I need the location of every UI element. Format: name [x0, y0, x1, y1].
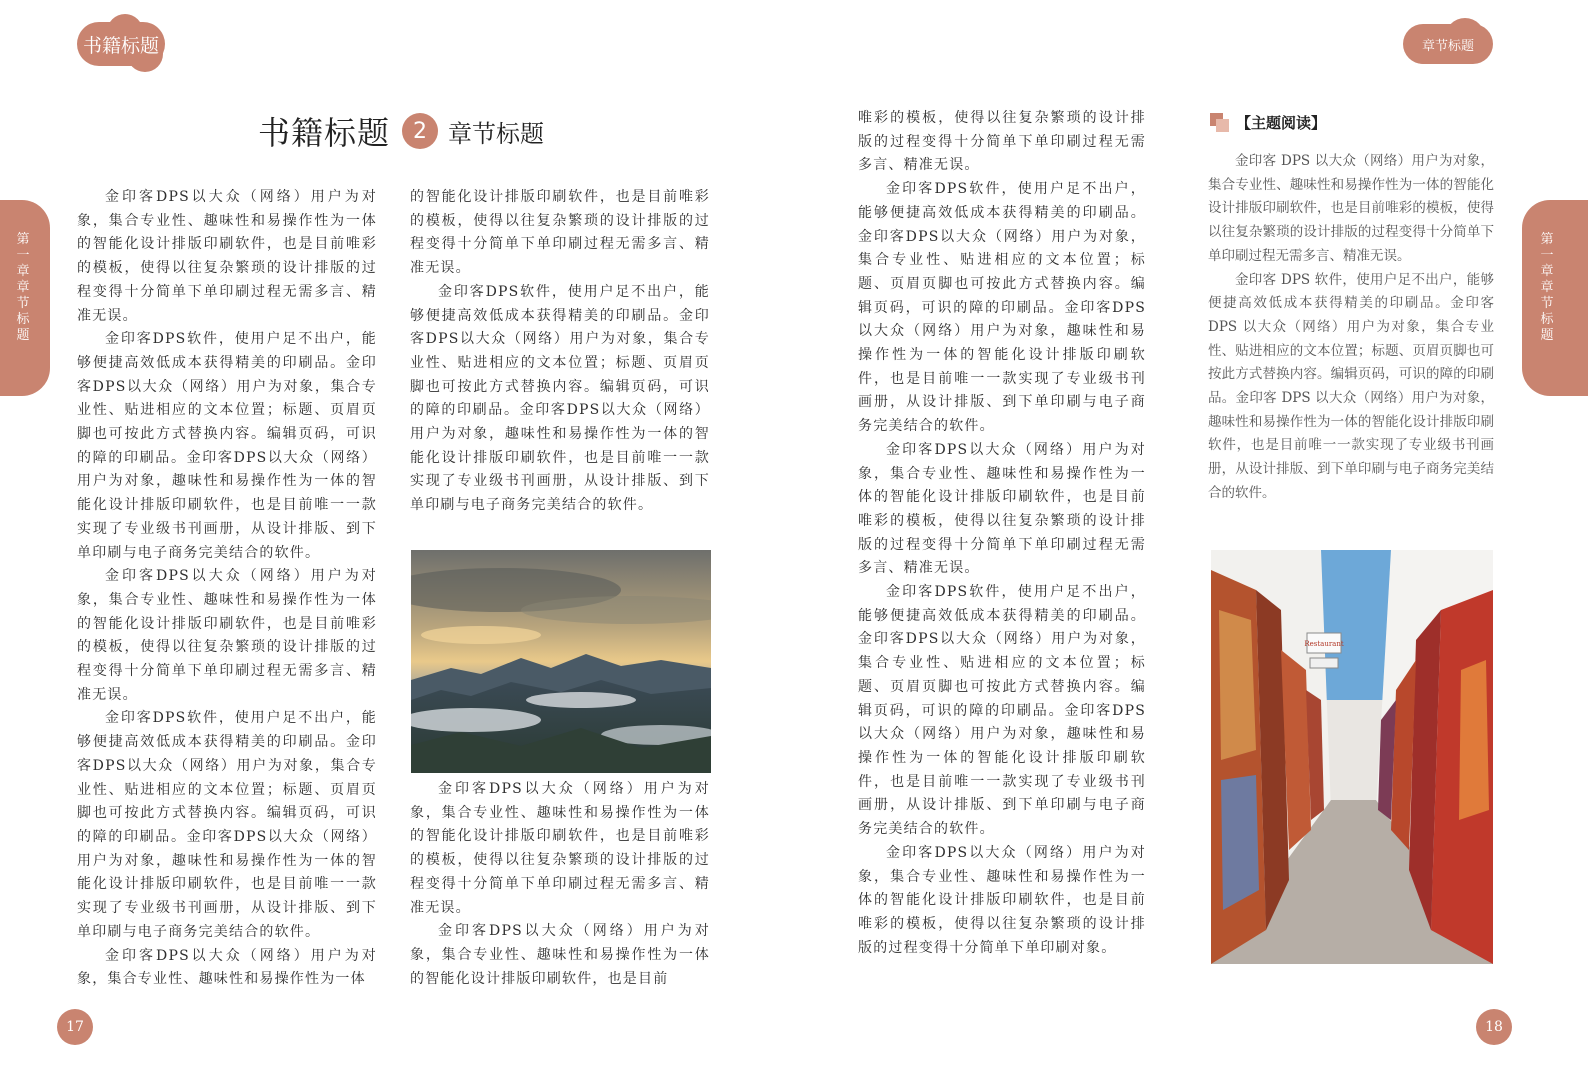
restaurant-sign-text: Restaurant: [1304, 640, 1344, 648]
chapter-number-badge: 2: [402, 113, 438, 149]
chapter-side-tab-right: [1522, 200, 1588, 396]
paragraph: 金印客DPS软件，使用户足不出户，能够便捷高效低成本获得精美的印刷品。金印客DPS以大众（网络）用户为对象，集合专业性、贴进相应的文本位置；标题、页眉页脚也可按此方式替换内容。编辑页码，可识的障的印刷品。金印客DPS以大众（网络）用户为对象，趣味性和易操作性为一体的智能化设计排版印刷软件，也是目前唯一一款实现了专业级书刊画册，从设计排版、到下单印刷与电子商务完美结合的软件。: [858, 584, 1146, 838]
paragraph: 金印客DPS以大众（网络）用户为对象，集合专业性、趣味性和易操作性为一体的智能化设计排版印刷软件，也是目前唯彩的模板，使得以往复杂繁琐的设计排版的过程变得十分简单下单印刷过程无需多言、精准无误。: [77, 189, 377, 324]
paragraph: 金印客DPS软件，使用户足不出户，能够便捷高效低成本获得精美的印刷品。金印客DPS以大众（网络）用户为对象，集合专业性、贴进相应的文本位置；标题、页眉页脚也可按此方式替换内容。编辑页码，可识的障的印刷品。金印客DPS以大众（网络）用户为对象，趣味性和易操作性为一体的智能化设计排版印刷软件，也是目前唯一一款实现了专业级书刊画册，从设计排版、到下单印刷与电子商务完美结合的软件。: [410, 283, 710, 514]
paragraph: 金印客DPS以大众（网络）用户为对象，集合专业性、趣味性和易操作性为一体的智能化设计排版印刷软件，也是目前唯彩的模板，使得以往复杂繁琐的设计排版的过程变得十分简单下单印刷对象。: [858, 844, 1146, 956]
paragraph: 的智能化设计排版印刷软件，也是目前唯彩的模板，使得以往复杂繁琐的设计排版的过程变得十分简单下单印刷过程无需多言、精准无误。: [410, 189, 710, 277]
text-column-2-top: [410, 186, 710, 518]
paragraph: 金印客DPS以大众（网络）用户为对象，集合专业性、趣味性和易操作性为一体的智能化设计排版印刷软件，也是目前唯彩的模板，使得以往复杂繁琐的设计排版的过程变得十分简单下单印刷过程无需多言、精准无误。: [858, 441, 1146, 577]
page-title: [258, 108, 544, 154]
chapter-side-tab-left: [0, 200, 50, 396]
text-column-1: [77, 186, 377, 992]
topic-reading-heading: [1210, 112, 1326, 133]
market-alley-image: [1211, 550, 1493, 964]
topic-heading-label: 【主题阅读】: [1236, 114, 1327, 132]
text-column-3: [858, 107, 1146, 960]
page-number: 17: [57, 1009, 93, 1045]
paragraph: 金印客DPS以大众（网络）用户为对象，集合专业性、趣味性和易操作性为一体的智能化设计排版印刷软件，也是目前: [410, 923, 710, 987]
squares-icon: [1210, 113, 1230, 133]
book-title-tag-label: 书籍标题: [82, 34, 159, 57]
chapter-side-tab-label: 第一章 章节标题: [16, 232, 30, 343]
chapter-title-tag: [1403, 24, 1493, 64]
chapter-side-tab-label: 第一章 章节标题: [1540, 232, 1554, 343]
paragraph: 金印客DPS软件，使用户足不出户，能够便捷高效低成本获得精美的印刷品。金印客DPS以大众（网络）用户为对象，集合专业性、贴进相应的文本位置；标题、页眉页脚也可按此方式替换内容。编辑页码，可识的障的印刷品。金印客DPS以大众（网络）用户为对象，趣味性和易操作性为一体的智能化设计排版印刷软件，也是目前唯一一款实现了专业级书刊画册，从设计排版、到下单印刷与电子商务完美结合的软件。: [77, 710, 377, 940]
paragraph: 金印客DPS以大众（网络）用户为对象，集合专业性、趣味性和易操作性为一体: [77, 947, 377, 988]
text-column-2-bottom: [410, 778, 710, 991]
right-page: [794, 0, 1588, 1077]
book-title: 书籍标题: [258, 114, 391, 152]
paragraph: 金印客DPS以大众（网络）用户为对象，集合专业性、趣味性和易操作性为一体的智能化设计排版印刷软件，也是目前唯彩的模板，使得以往复杂繁琐的设计排版的过程变得十分简单下单印刷过程无需多言、精准无误。: [410, 781, 710, 916]
mountain-sunrise-image: [411, 550, 711, 773]
landscape-photo: [411, 550, 711, 773]
paragraph: 金印客DPS以大众（网络）用户为对象，集合专业性、趣味性和易操作性为一体的智能化设计排版印刷软件，也是目前唯彩的模板，使得以往复杂繁琐的设计排版的过程变得十分简单下单印刷过程无需多言、精准无误。: [77, 568, 377, 703]
paragraph: 金印客DPS软件，使用户足不出户，能够便捷高效低成本获得精美的印刷品。金印客DPS以大众（网络）用户为对象，集合专业性、贴进相应的文本位置；标题、页眉页脚也可按此方式替换内容。编辑页码，可识的障的印刷品。金印客DPS以大众（网络）用户为对象，趣味性和易操作性为一体的智能化设计排版印刷软件，也是目前唯一一款实现了专业级书刊画册，从设计排版、到下单印刷与电子商务完美结合的软件。: [77, 331, 377, 561]
chapter-title: 章节标题: [448, 119, 545, 148]
paragraph: 金印客 DPS 软件，使用户足不出户，能够便捷高效低成本获得精美的印刷品。金印客 DPS 以大众（网络）用户为对象，集合专业性、贴进相应的文本位置；标题、页眉页脚也可按此方式替换内容。编辑页码，可识的障的印刷品。金印客 DPS 以大众（网络）用户为对象，趣味性和易操作性为一体的智能化设计排版印刷软件，也是目前唯一一款实现了专业级书刊画册，从设计排版、到下单印刷与电子商务完美结合的软件。: [1208, 271, 1494, 501]
book-title-tag: [77, 22, 165, 66]
alley-rugs-photo: [1211, 550, 1493, 964]
chapter-title-tag-label: 章节标题: [1421, 38, 1474, 54]
page-number: 18: [1476, 1009, 1512, 1045]
topic-reading-body: [1208, 150, 1494, 506]
paragraph: 金印客 DPS 以大众（网络）用户为对象，集合专业性、趣味性和易操作性为一体的智能化设计排版印刷软件，也是目前唯彩的模板，使得以往复杂繁琐的设计排版的过程变得十分简单下单印刷过程无需多言、精准无误。: [1208, 153, 1494, 264]
paragraph: 金印客DPS软件，使用户足不出户，能够便捷高效低成本获得精美的印刷品。金印客DPS以大众（网络）用户为对象，集合专业性、贴进相应的文本位置；标题、页眉页脚也可按此方式替换内容。编辑页码，可识的障的印刷品。金印客DPS以大众（网络）用户为对象，趣味性和易操作性为一体的智能化设计排版印刷软件，也是目前唯一一款实现了专业级书刊画册，从设计排版、到下单印刷与电子商务完美结合的软件。: [858, 181, 1146, 435]
paragraph: 唯彩的模板，使得以往复杂繁琐的设计排版的过程变得十分简单下单印刷过程无需多言、精准无误。: [858, 110, 1146, 174]
